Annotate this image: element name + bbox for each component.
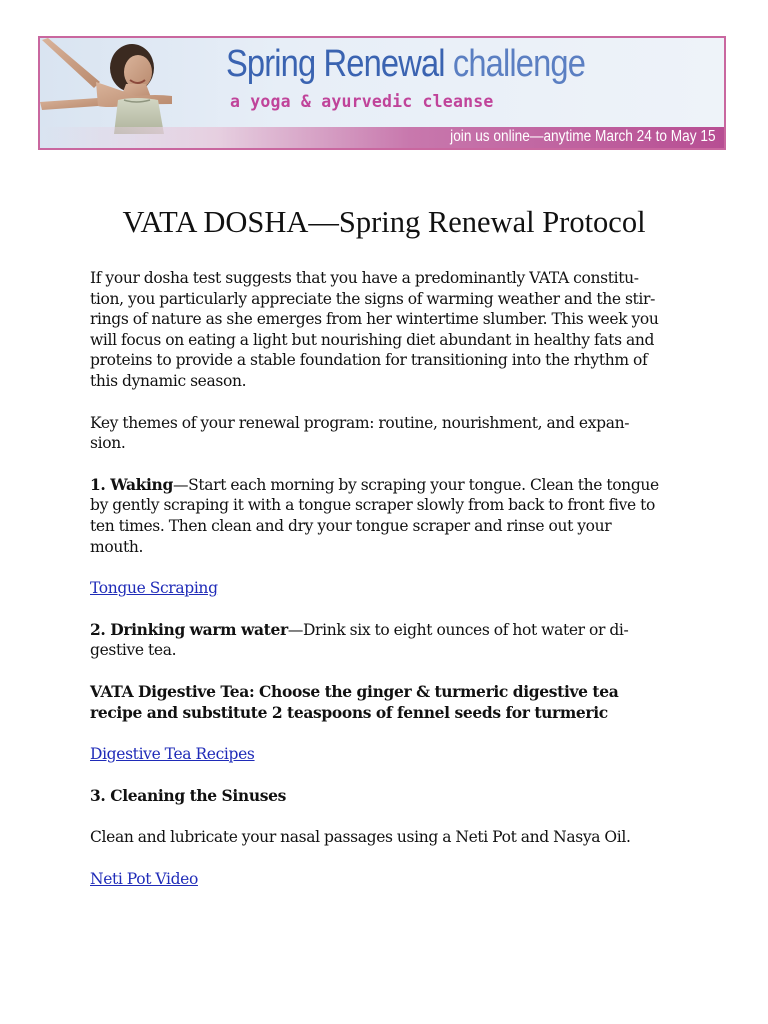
step-3-text: Clean and lubricate your nasal passages using a Neti Pot and Nasya Oil. xyxy=(90,828,631,847)
banner-title-main: Spring Renewal xyxy=(226,43,445,85)
banner-date-strip xyxy=(40,127,724,148)
step-1-line: by gently scraping it with a tongue scraper slowly from back to front five to xyxy=(90,496,655,515)
step-1-line: mouth. xyxy=(90,537,144,556)
vata-tea-paragraph xyxy=(90,682,690,723)
header-banner xyxy=(38,36,726,150)
document-body xyxy=(90,268,690,910)
page-title: VATA DOSHA—Spring Renewal Protocol xyxy=(122,205,646,239)
step-1-line: ten times. Then clean and dry your tongue scraper and rinse out your xyxy=(90,516,612,535)
banner-subtitle: a yoga & ayurvedic cleanse xyxy=(230,92,494,111)
intro-line: If your dosha test suggests that you have a predominantly VATA constitu- xyxy=(90,269,639,287)
neti-pot-link-paragraph xyxy=(90,869,690,890)
tongue-scraping-link-paragraph xyxy=(90,578,690,599)
intro-line: will focus on eating a light but nourishing diet abundant in healthy fats and xyxy=(90,330,655,349)
step-2-line xyxy=(90,620,690,641)
intro-line: proteins to provide a stable foundation for transitioning into the rhythm of xyxy=(90,351,648,370)
neti-pot-video-link[interactable]: Neti Pot Video xyxy=(90,869,198,888)
step-1-line xyxy=(90,475,690,496)
step-3-heading-paragraph xyxy=(90,786,690,807)
banner-date-text: join us online—anytime March 24 to May 15 xyxy=(450,128,716,145)
intro-line: tion, you particularly appreciate the signs of warming weather and the stir- xyxy=(90,289,655,308)
banner-title xyxy=(226,42,585,86)
yoga-woman-photo xyxy=(40,38,230,134)
digestive-tea-link-paragraph xyxy=(90,744,690,765)
step-1-text: —Start each morning by scraping your tongue. Clean the tongue xyxy=(172,475,659,494)
intro-line: rings of nature as she emerges from her wintertime slumber. This week you xyxy=(90,310,659,329)
step-1-heading: 1. Waking xyxy=(90,474,173,494)
step-2-line: gestive tea. xyxy=(90,641,177,660)
vata-tea-line: VATA Digestive Tea: Choose the ginger & turmeric digestive tea xyxy=(90,681,619,701)
tongue-scraping-link[interactable]: Tongue Scraping xyxy=(90,579,218,598)
step-3-paragraph xyxy=(90,827,690,848)
step-1-paragraph xyxy=(90,475,690,557)
banner-title-suffix: challenge xyxy=(452,43,586,85)
step-2-text: —Drink six to eight ounces of hot water or di- xyxy=(287,620,629,639)
digestive-tea-recipes-link[interactable]: Digestive Tea Recipes xyxy=(90,745,255,764)
themes-line: Key themes of your renewal program: routine, nourishment, and expan- xyxy=(90,413,630,432)
intro-paragraph xyxy=(90,268,690,392)
themes-line: sion. xyxy=(90,434,126,453)
vata-tea-line: recipe and substitute 2 teaspoons of fennel seeds for turmeric xyxy=(90,702,608,722)
themes-paragraph xyxy=(90,413,690,454)
intro-line: this dynamic season. xyxy=(90,371,247,390)
step-2-paragraph xyxy=(90,620,690,661)
step-3-heading: 3. Cleaning the Sinuses xyxy=(90,785,287,805)
step-2-heading: 2. Drinking warm water xyxy=(90,619,288,639)
